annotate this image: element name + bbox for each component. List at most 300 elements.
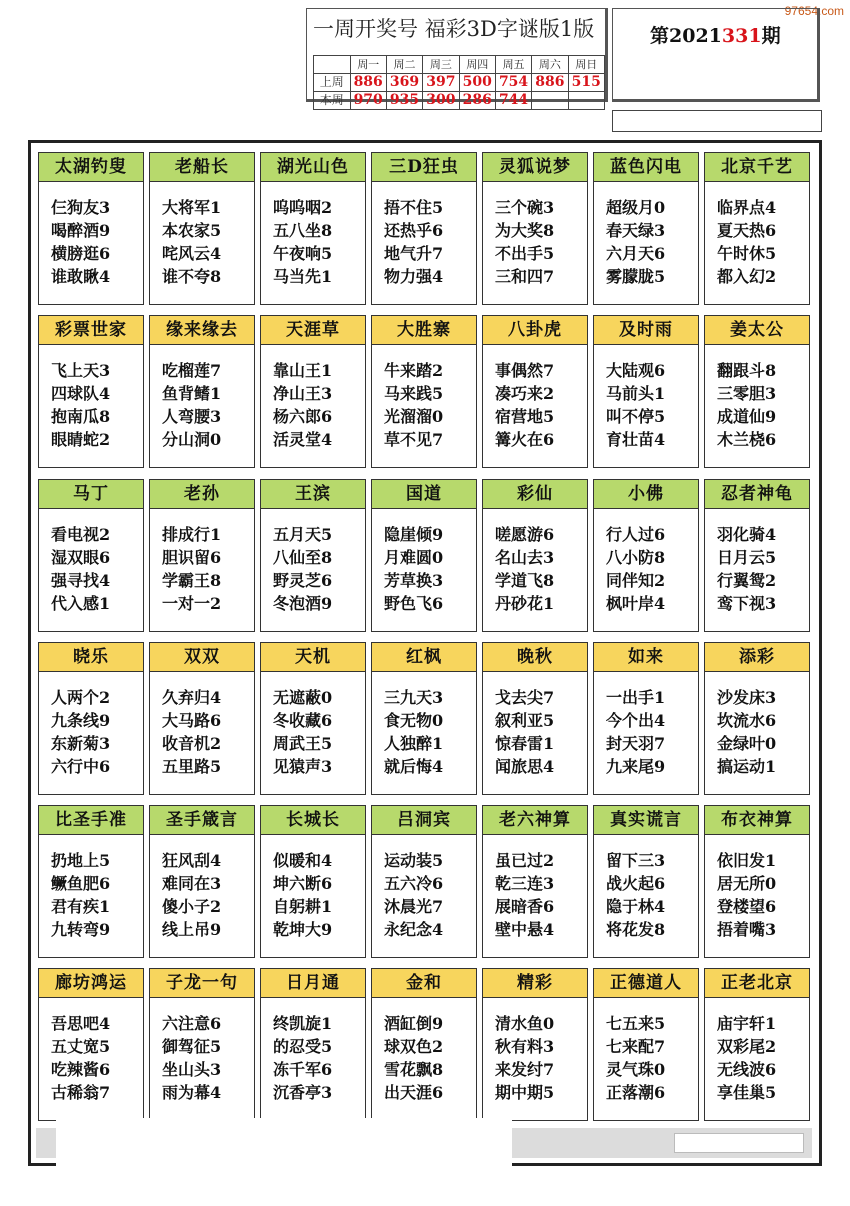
- prediction-card: [149, 642, 255, 795]
- pick-line: 强寻找4: [51, 571, 111, 590]
- card-picks: [261, 509, 365, 615]
- pick-line: 沉香亭3: [273, 1083, 333, 1102]
- prediction-card: [38, 642, 144, 795]
- card-author: 缘来缘去: [150, 316, 254, 345]
- pick-line: 大马路6: [162, 711, 222, 730]
- card-picks: [150, 345, 254, 451]
- prediction-card: [704, 479, 810, 632]
- card-author: 及时雨: [594, 316, 698, 345]
- card-author: 老孙: [150, 480, 254, 509]
- pick-line: 狂风刮4: [162, 851, 222, 870]
- footer-slot: [674, 1133, 804, 1153]
- this-week-label: 本周: [314, 92, 351, 110]
- card-picks: [594, 835, 698, 941]
- prediction-card: [593, 968, 699, 1121]
- issue-box: [612, 8, 820, 102]
- pick-line: 八仙至8: [273, 548, 333, 567]
- pick-line: 翻跟斗8: [717, 361, 777, 380]
- pick-line: 吃辣酱6: [51, 1060, 111, 1079]
- pick-line: 期中期5: [495, 1083, 555, 1102]
- pick-line: 野灵芝6: [273, 571, 333, 590]
- pick-line: 事偶然7: [495, 361, 555, 380]
- pick-line: 五八坐8: [273, 221, 333, 240]
- card-picks: [372, 345, 476, 451]
- card-author: 太湖钓叟: [39, 153, 143, 182]
- card-picks: [483, 182, 587, 288]
- card-author: 红枫: [372, 643, 476, 672]
- card-picks: [705, 182, 809, 288]
- card-picks: [372, 509, 476, 615]
- pick-line: 夏天热6: [717, 221, 777, 240]
- prediction-card: [704, 968, 810, 1121]
- card-picks: [705, 509, 809, 615]
- card-author: 八卦虎: [483, 316, 587, 345]
- card-author: 布衣神算: [705, 806, 809, 835]
- pick-line: 金绿叶0: [717, 734, 777, 753]
- pick-line: 捂不住5: [384, 198, 444, 217]
- pick-line: 难同在3: [162, 874, 222, 893]
- pick-line: 三零胆3: [717, 384, 777, 403]
- prediction-card: [704, 315, 810, 468]
- pick-line: 凑巧来2: [495, 384, 555, 403]
- pick-line: 周武王5: [273, 734, 333, 753]
- prediction-card: [260, 805, 366, 958]
- weekly-draw-table: [313, 55, 605, 110]
- card-author: 北京千艺: [705, 153, 809, 182]
- pick-line: 庙宇轩1: [717, 1014, 777, 1033]
- pick-line: 九来尾9: [606, 757, 666, 776]
- card-author: 双双: [150, 643, 254, 672]
- card-author: 天机: [261, 643, 365, 672]
- header-title: 一周开奖号 福彩3D字谜版1版: [313, 17, 595, 41]
- pick-line: 沐晨光7: [384, 897, 444, 916]
- pick-line: 飞上天3: [51, 361, 111, 380]
- card-author: 正德道人: [594, 969, 698, 998]
- prediction-card: [482, 968, 588, 1121]
- card-picks: [261, 672, 365, 778]
- pick-line: 捂着嘴3: [717, 920, 777, 939]
- card-picks: [705, 672, 809, 778]
- card-author: 如来: [594, 643, 698, 672]
- pick-line: 收音机2: [162, 734, 222, 753]
- pick-line: 七五来5: [606, 1014, 666, 1033]
- weekly-draw-header: [306, 8, 608, 108]
- prediction-card: [482, 642, 588, 795]
- pick-line: 光溜溜0: [384, 407, 444, 426]
- prediction-card: [371, 968, 477, 1121]
- prediction-card: [704, 805, 810, 958]
- pick-line: 居无所0: [717, 874, 777, 893]
- pick-line: 八小防8: [606, 548, 666, 567]
- card-picks: [150, 182, 254, 288]
- pick-line: 七来配7: [606, 1037, 666, 1056]
- pick-line: 似暖和4: [273, 851, 333, 870]
- pick-line: 无线波6: [717, 1060, 777, 1079]
- pick-line: 看电视2: [51, 525, 111, 544]
- card-picks: [261, 998, 365, 1104]
- days-row: [314, 56, 605, 74]
- draw-number: 886: [350, 74, 386, 92]
- pick-line: 雾朦胧5: [606, 267, 666, 286]
- pick-line: 不出手5: [495, 244, 555, 263]
- pick-line: 还热乎6: [384, 221, 444, 240]
- pick-line: 大将军1: [162, 198, 222, 217]
- pick-line: 五六冷6: [384, 874, 444, 893]
- card-author: 吕洞宾: [372, 806, 476, 835]
- pick-line: 杨六郎6: [273, 407, 333, 426]
- pick-line: 人独醉1: [384, 734, 444, 753]
- card-picks: [39, 835, 143, 941]
- footer-blank: [56, 1118, 512, 1166]
- prediction-card: [704, 152, 810, 305]
- prediction-card: [593, 152, 699, 305]
- card-author: 真实谎言: [594, 806, 698, 835]
- pick-line: 三个碗3: [495, 198, 555, 217]
- pick-line: 隐崖倾9: [384, 525, 444, 544]
- last-week-label: 上周: [314, 74, 351, 92]
- pick-line: 的忍受5: [273, 1037, 333, 1056]
- card-author: 比圣手准: [39, 806, 143, 835]
- pick-line: 六注意6: [162, 1014, 222, 1033]
- pick-line: 叫不停5: [606, 407, 666, 426]
- pick-line: 无遮蔽0: [273, 688, 333, 707]
- card-picks: [150, 835, 254, 941]
- prediction-card: [371, 805, 477, 958]
- pick-line: 清水鱼0: [495, 1014, 555, 1033]
- card-author: 日月通: [261, 969, 365, 998]
- pick-line: 马当先1: [273, 267, 333, 286]
- pick-line: 篝火在6: [495, 430, 555, 449]
- prediction-card: [593, 805, 699, 958]
- pick-line: 冬收藏6: [273, 711, 333, 730]
- pick-line: 坐山头3: [162, 1060, 222, 1079]
- pick-line: 三九天3: [384, 688, 444, 707]
- pick-line: 宿营地5: [495, 407, 555, 426]
- day-label: 周三: [423, 56, 459, 74]
- prediction-card: [38, 479, 144, 632]
- pick-line: 野色飞6: [384, 594, 444, 613]
- pick-line: 大陆观6: [606, 361, 666, 380]
- pick-line: 超级月0: [606, 198, 666, 217]
- pick-line: 四球队4: [51, 384, 111, 403]
- draw-number: 300: [423, 92, 459, 110]
- card-picks: [39, 509, 143, 615]
- card-picks: [594, 182, 698, 288]
- pick-line: 隐于林4: [606, 897, 666, 916]
- pick-line: 嗟愿游6: [495, 525, 555, 544]
- pick-line: 将花发8: [606, 920, 666, 939]
- draw-number: 500: [459, 74, 495, 92]
- card-author: 彩仙: [483, 480, 587, 509]
- pick-line: 眼睛蛇2: [51, 430, 111, 449]
- card-author: 子龙一句: [150, 969, 254, 998]
- pick-line: 今个出4: [606, 711, 666, 730]
- pick-line: 地气升7: [384, 244, 444, 263]
- watermark: 97654.com: [784, 4, 844, 18]
- pick-line: 行翼鸳2: [717, 571, 777, 590]
- card-author: 马丁: [39, 480, 143, 509]
- pick-line: 咤风云4: [162, 244, 222, 263]
- pick-line: 线上吊9: [162, 920, 222, 939]
- pick-line: 一对一2: [162, 594, 222, 613]
- pick-line: 育壮苗4: [606, 430, 666, 449]
- pick-line: 自躬耕1: [273, 897, 333, 916]
- prediction-card: [371, 479, 477, 632]
- draw-number: 515: [568, 74, 604, 92]
- card-author: 添彩: [705, 643, 809, 672]
- draw-number: 935: [386, 92, 422, 110]
- card-picks: [39, 672, 143, 778]
- pick-line: 吃榴莲7: [162, 361, 222, 380]
- pick-line: 坤六断6: [273, 874, 333, 893]
- pick-line: 三和四7: [495, 267, 555, 286]
- day-label: 周一: [350, 56, 386, 74]
- card-author: 晚秋: [483, 643, 587, 672]
- card-author: 圣手箴言: [150, 806, 254, 835]
- pick-line: 久弃归4: [162, 688, 222, 707]
- card-picks: [372, 672, 476, 778]
- pick-line: 戈去尖7: [495, 688, 555, 707]
- card-author: 晓乐: [39, 643, 143, 672]
- pick-line: 抱南瓜8: [51, 407, 111, 426]
- draw-number: 369: [386, 74, 422, 92]
- pick-line: 人两个2: [51, 688, 111, 707]
- pick-line: 湿双眼6: [51, 548, 111, 567]
- pick-line: 五月天5: [273, 525, 333, 544]
- predictions-frame: [28, 140, 822, 1166]
- pick-line: 鱼背鳍1: [162, 384, 222, 403]
- pick-line: 乾坤大9: [273, 920, 333, 939]
- prediction-card: [260, 642, 366, 795]
- card-picks: [39, 345, 143, 451]
- prediction-card: [38, 968, 144, 1121]
- pick-line: 日月云5: [717, 548, 777, 567]
- pick-line: 终凯旋1: [273, 1014, 333, 1033]
- card-picks: [150, 509, 254, 615]
- pick-line: 月难圆0: [384, 548, 444, 567]
- pick-line: 仨狗友3: [51, 198, 111, 217]
- prediction-card: [38, 315, 144, 468]
- card-picks: [705, 345, 809, 451]
- prediction-card: [149, 315, 255, 468]
- draw-number: 397: [423, 74, 459, 92]
- prediction-card: [149, 152, 255, 305]
- pick-line: 壁中悬4: [495, 920, 555, 939]
- issue-number: 第2021331期: [650, 25, 781, 47]
- pick-line: 食无物0: [384, 711, 444, 730]
- pick-line: 排成行1: [162, 525, 222, 544]
- card-picks: [372, 182, 476, 288]
- card-picks: [150, 998, 254, 1104]
- pick-line: 球双色2: [384, 1037, 444, 1056]
- pick-line: 学霸王8: [162, 571, 222, 590]
- pick-line: 搞运动1: [717, 757, 777, 776]
- prediction-card: [704, 642, 810, 795]
- prediction-card: [149, 479, 255, 632]
- card-picks: [261, 345, 365, 451]
- card-picks: [150, 672, 254, 778]
- pick-line: 冻千军6: [273, 1060, 333, 1079]
- pick-line: 谁不夸8: [162, 267, 222, 286]
- card-author: 蓝色闪电: [594, 153, 698, 182]
- pick-line: 吾思吧4: [51, 1014, 111, 1033]
- pick-line: 封天羽7: [606, 734, 666, 753]
- pick-line: 成道仙9: [717, 407, 777, 426]
- draw-number: 886: [532, 74, 568, 92]
- card-author: 忍者神龟: [705, 480, 809, 509]
- card-picks: [483, 345, 587, 451]
- pick-line: 谁敢瞅4: [51, 267, 111, 286]
- pick-line: 战火起6: [606, 874, 666, 893]
- pick-line: 喝醉酒9: [51, 221, 111, 240]
- pick-line: 叙利亚5: [495, 711, 555, 730]
- day-label: 周四: [459, 56, 495, 74]
- pick-line: 享佳巢5: [717, 1083, 777, 1102]
- prediction-card: [482, 479, 588, 632]
- pick-line: 永纪念4: [384, 920, 444, 939]
- pick-line: 雪花飘8: [384, 1060, 444, 1079]
- pick-line: 傻小子2: [162, 897, 222, 916]
- pick-line: 秋有料3: [495, 1037, 555, 1056]
- prediction-card: [260, 479, 366, 632]
- pick-line: 代入感1: [51, 594, 111, 613]
- card-author: 天涯草: [261, 316, 365, 345]
- pick-line: 呜呜咽2: [273, 198, 333, 217]
- card-author: 三D狂虫: [372, 153, 476, 182]
- prediction-card: [260, 315, 366, 468]
- card-picks: [483, 509, 587, 615]
- pick-line: 运动装5: [384, 851, 444, 870]
- pick-line: 虽已过2: [495, 851, 555, 870]
- pick-line: 惊春雷1: [495, 734, 555, 753]
- card-author: 姜太公: [705, 316, 809, 345]
- pick-line: 雨为幕4: [162, 1083, 222, 1102]
- prediction-card: [38, 152, 144, 305]
- pick-line: 午时休5: [717, 244, 777, 263]
- prediction-card: [260, 152, 366, 305]
- card-picks: [372, 998, 476, 1104]
- card-author: 小佛: [594, 480, 698, 509]
- pick-line: 靠山王1: [273, 361, 333, 380]
- pick-line: 行人过6: [606, 525, 666, 544]
- card-author: 王滨: [261, 480, 365, 509]
- pick-line: 双彩尾2: [717, 1037, 777, 1056]
- pick-line: 东新菊3: [51, 734, 111, 753]
- card-picks: [594, 509, 698, 615]
- draw-number: 744: [495, 92, 531, 110]
- pick-line: 草不见7: [384, 430, 444, 449]
- card-picks: [705, 998, 809, 1104]
- pick-line: 扔地上5: [51, 851, 111, 870]
- pick-line: 横膀逛6: [51, 244, 111, 263]
- pick-line: 闻旅思4: [495, 757, 555, 776]
- card-author: 廊坊鸿运: [39, 969, 143, 998]
- card-picks: [483, 672, 587, 778]
- prediction-card: [593, 479, 699, 632]
- pick-line: 来发纣7: [495, 1060, 555, 1079]
- pick-line: 古稀翁7: [51, 1083, 111, 1102]
- pick-line: 木兰桡6: [717, 430, 777, 449]
- card-picks: [372, 835, 476, 941]
- draw-number: 286: [459, 92, 495, 110]
- card-author: 国道: [372, 480, 476, 509]
- pick-line: 胆识留6: [162, 548, 222, 567]
- card-picks: [594, 345, 698, 451]
- pick-line: 春天绿3: [606, 221, 666, 240]
- card-picks: [39, 998, 143, 1104]
- card-author: 灵狐说梦: [483, 153, 587, 182]
- pick-line: 物力强4: [384, 267, 444, 286]
- card-author: 大胜寨: [372, 316, 476, 345]
- prediction-card: [593, 315, 699, 468]
- pick-line: 鳜鱼肥6: [51, 874, 111, 893]
- pick-line: 酒缸倒9: [384, 1014, 444, 1033]
- pick-line: 学道飞8: [495, 571, 555, 590]
- pick-line: 丹砂花1: [495, 594, 555, 613]
- pick-line: 五里路5: [162, 757, 222, 776]
- card-picks: [261, 835, 365, 941]
- pick-line: 依旧发1: [717, 851, 777, 870]
- card-author: 老六神算: [483, 806, 587, 835]
- pick-line: 出天涯6: [384, 1083, 444, 1102]
- day-label: 周二: [386, 56, 422, 74]
- pick-line: 六行中6: [51, 757, 111, 776]
- card-author: 老船长: [150, 153, 254, 182]
- pick-line: 留下三3: [606, 851, 666, 870]
- prediction-card: [482, 315, 588, 468]
- pick-line: 枫叶岸4: [606, 594, 666, 613]
- card-picks: [483, 998, 587, 1104]
- pick-line: 牛来踏2: [384, 361, 444, 380]
- prediction-card: [371, 152, 477, 305]
- pick-line: 马前头1: [606, 384, 666, 403]
- pick-line: 五丈宽5: [51, 1037, 111, 1056]
- card-author: 金和: [372, 969, 476, 998]
- day-label: 周五: [495, 56, 531, 74]
- pick-line: 九条线9: [51, 711, 111, 730]
- pick-line: 午夜响5: [273, 244, 333, 263]
- pick-line: 同伴知2: [606, 571, 666, 590]
- pick-line: 名山去3: [495, 548, 555, 567]
- last-week-row: [314, 74, 605, 92]
- card-picks: [594, 998, 698, 1104]
- pick-line: 展暗香6: [495, 897, 555, 916]
- this-week-row: [314, 92, 605, 110]
- pick-line: 御驾征5: [162, 1037, 222, 1056]
- card-author: 湖光山色: [261, 153, 365, 182]
- pick-line: 登楼望6: [717, 897, 777, 916]
- card-picks: [483, 835, 587, 941]
- pick-line: 马来践5: [384, 384, 444, 403]
- pick-line: 沙发床3: [717, 688, 777, 707]
- prediction-card: [38, 805, 144, 958]
- pick-line: 临界点4: [717, 198, 777, 217]
- pick-line: 都入幻2: [717, 267, 777, 286]
- prediction-card: [260, 968, 366, 1121]
- pick-line: 正落潮6: [606, 1083, 666, 1102]
- pick-line: 人弯腰3: [162, 407, 222, 426]
- prediction-card: [371, 642, 477, 795]
- pick-line: 见猿声3: [273, 757, 333, 776]
- pick-line: 本农家5: [162, 221, 222, 240]
- pick-line: 净山王3: [273, 384, 333, 403]
- pick-line: 活灵堂4: [273, 430, 333, 449]
- pick-line: 鸾下视3: [717, 594, 777, 613]
- day-label: 周六: [532, 56, 568, 74]
- draw-number: 754: [495, 74, 531, 92]
- prediction-card: [482, 805, 588, 958]
- draw-number: [568, 92, 604, 110]
